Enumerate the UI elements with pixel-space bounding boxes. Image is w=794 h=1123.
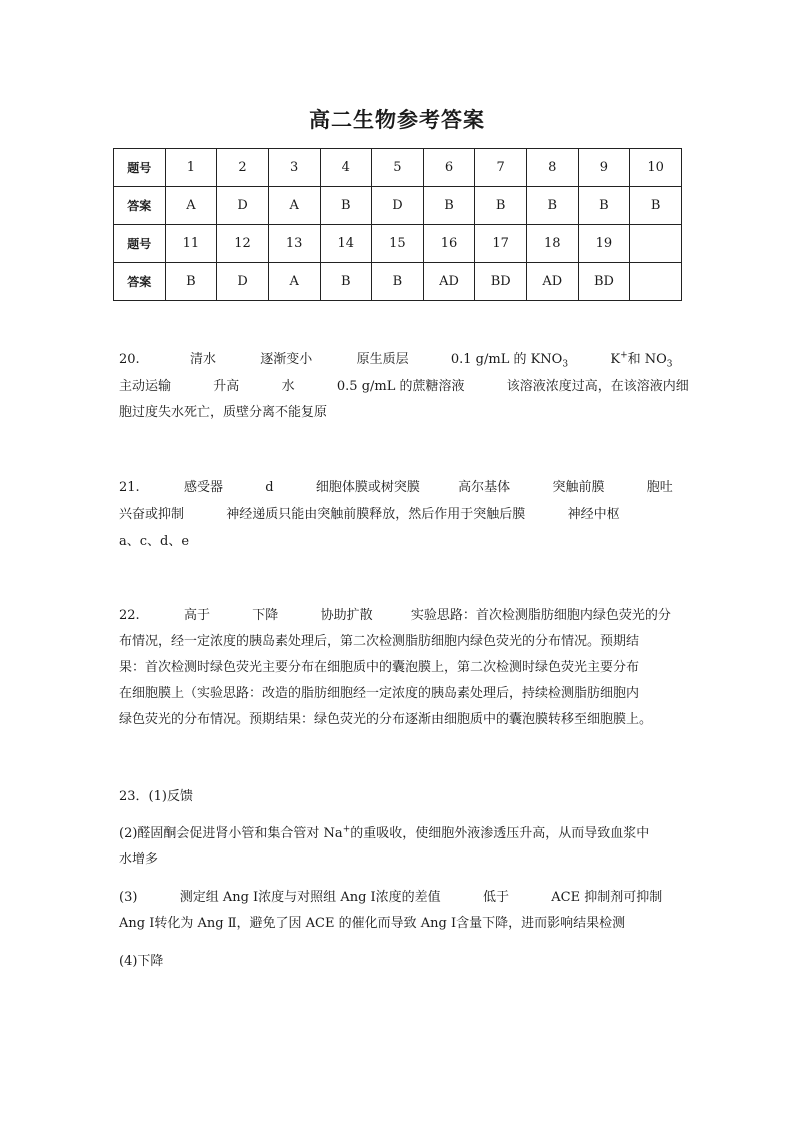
q23-part-3-line-1 bbox=[119, 886, 662, 905]
table-cell: B bbox=[423, 187, 475, 225]
q20-answer-8: 水 bbox=[281, 379, 295, 394]
q20-number: 20. bbox=[119, 352, 140, 367]
table-cell: 8 bbox=[527, 149, 579, 187]
table-cell: 9 bbox=[578, 149, 630, 187]
q23-part-3-answer-1: 测定组 Ang Ⅰ浓度与对照组 Ang Ⅰ浓度的差值 bbox=[179, 890, 441, 905]
q22-answer-1: 高于 bbox=[183, 608, 210, 623]
table-cell: B bbox=[578, 187, 630, 225]
q23-part-3-answer-3: ACE 抑制剂可抑制 bbox=[551, 890, 663, 905]
q21-answer-3: 细胞体膜或树突膜 bbox=[315, 480, 420, 495]
q23-part-4: (4)下降 bbox=[119, 954, 164, 969]
table-cell: 4 bbox=[320, 149, 372, 187]
q22-answer-4: 实验思路：首次检测脂肪细胞内绿色荧光的分 bbox=[410, 608, 671, 623]
table-cell bbox=[630, 263, 682, 301]
q22-line-2: 布情况，经一定浓度的胰岛素处理后，第二次检测脂肪细胞内绿色荧光的分布情况。预期结 bbox=[119, 634, 640, 649]
q21-answer-6: 胞吐 bbox=[646, 480, 673, 495]
q21-answer-7: 兴奋或抑制 bbox=[119, 507, 185, 522]
q21-line-1 bbox=[119, 476, 673, 495]
table-cell: B bbox=[320, 263, 372, 301]
q21-answer-9: 神经中枢 bbox=[567, 507, 620, 522]
table-row-header: 题号 bbox=[114, 149, 166, 187]
table-cell: 5 bbox=[372, 149, 424, 187]
q20-line-1 bbox=[119, 348, 673, 370]
table-cell: 19 bbox=[578, 225, 630, 263]
q21-answer-5: 突触前膜 bbox=[552, 480, 605, 495]
table-cell: 14 bbox=[320, 225, 372, 263]
q20-answer-3: 原生质层 bbox=[356, 352, 409, 367]
q22-answer-3: 协助扩散 bbox=[320, 608, 373, 623]
q21-answer-2: d bbox=[265, 480, 274, 495]
table-cell: 1 bbox=[165, 149, 217, 187]
q22-line-3: 果：首次检测时绿色荧光主要分布在细胞质中的囊泡膜上，第二次检测时绿色荧光主要分布 bbox=[119, 660, 640, 675]
q20-answer-7: 升高 bbox=[213, 379, 240, 394]
table-cell: B bbox=[527, 187, 579, 225]
q22-number: 22. bbox=[119, 608, 140, 623]
q20-answer-2: 逐渐变小 bbox=[260, 352, 313, 367]
q20-answer-10: 该溶液浓度过高，在该溶液内细 bbox=[506, 379, 689, 394]
q20-answer-4: 0.1 g/mL 的 $KNO_3$ bbox=[450, 352, 569, 370]
q21-answer-1: 感受器 bbox=[183, 480, 223, 495]
table-row-header: 题号 bbox=[114, 225, 166, 263]
q22-answer-2: 下降 bbox=[252, 608, 279, 623]
page-title: 高二生物参考答案 bbox=[309, 108, 485, 132]
table-cell: 12 bbox=[217, 225, 269, 263]
table-cell: 6 bbox=[423, 149, 475, 187]
q20-answer-9: 0.5 g/mL 的蔗糖溶液 bbox=[336, 379, 465, 394]
table-cell: B bbox=[320, 187, 372, 225]
q23-part-3-number: (3) bbox=[119, 890, 138, 905]
table-cell: B bbox=[475, 187, 527, 225]
table-cell: B bbox=[165, 263, 217, 301]
table-cell: 11 bbox=[165, 225, 217, 263]
table-row bbox=[114, 149, 682, 187]
table-cell: 13 bbox=[268, 225, 320, 263]
table-cell: D bbox=[217, 187, 269, 225]
answer-table bbox=[113, 148, 682, 301]
q23-part-2-line-2: 水增多 bbox=[119, 852, 159, 867]
table-cell: D bbox=[217, 263, 269, 301]
table-cell: A bbox=[268, 263, 320, 301]
table-cell: BD bbox=[578, 263, 630, 301]
q22-line-1 bbox=[119, 604, 671, 623]
q22-line-5: 绿色荧光的分布情况。预期结果：绿色荧光的分布逐渐由细胞质中的囊泡膜转移至细胞膜上。 bbox=[119, 712, 653, 727]
table-cell bbox=[630, 225, 682, 263]
table-row-header: 答案 bbox=[114, 263, 166, 301]
table-cell: BD bbox=[475, 263, 527, 301]
table-row bbox=[114, 187, 682, 225]
q20-line-2 bbox=[119, 375, 689, 394]
table-cell: B bbox=[372, 263, 424, 301]
q21-answer-8: 神经递质只能由突触前膜释放，然后作用于突触后膜 bbox=[226, 507, 526, 522]
table-cell: 2 bbox=[217, 149, 269, 187]
table-cell: 18 bbox=[527, 225, 579, 263]
table-cell: 3 bbox=[268, 149, 320, 187]
q21-answer-4: 高尔基体 bbox=[458, 480, 511, 495]
q23-part-1: 23．(1)反馈 bbox=[119, 789, 193, 804]
table-cell: 16 bbox=[423, 225, 475, 263]
q21-line-2 bbox=[119, 503, 620, 522]
q20-answer-6: 主动运输 bbox=[119, 379, 172, 394]
table-cell: B bbox=[630, 187, 682, 225]
table-row bbox=[114, 225, 682, 263]
table-cell: A bbox=[165, 187, 217, 225]
table-cell: 17 bbox=[475, 225, 527, 263]
q23-part-3-line-2: Ang Ⅰ转化为 Ang Ⅱ，避免了因 ACE 的催化而导致 Ang Ⅰ含量下降，进而影响结果检测 bbox=[119, 916, 626, 931]
table-cell: AD bbox=[423, 263, 475, 301]
q20-answer-1: 清水 bbox=[189, 352, 216, 367]
q20-answer-5: K+和 $NO_3$ bbox=[610, 350, 673, 370]
q22-line-4: 在细胞膜上（实验思路：改造的脂肪细胞经一定浓度的胰岛素处理后，持续检测脂肪细胞内 bbox=[119, 686, 640, 701]
q20-line-3: 胞过度失水死亡，质壁分离不能复原 bbox=[119, 405, 328, 420]
table-cell: AD bbox=[527, 263, 579, 301]
q21-number: 21. bbox=[119, 480, 140, 495]
q23-part-2-line-1: (2)醛固酮会促进肾小管和集合管对 Na+的重吸收，使细胞外液渗透压升高，从而导致血浆中 bbox=[119, 824, 650, 841]
q23-part-3-answer-2: 低于 bbox=[482, 890, 509, 905]
table-cell: A bbox=[268, 187, 320, 225]
table-row-header: 答案 bbox=[114, 187, 166, 225]
table-row bbox=[114, 263, 682, 301]
table-cell: 10 bbox=[630, 149, 682, 187]
table-cell: 7 bbox=[475, 149, 527, 187]
table-cell: D bbox=[372, 187, 424, 225]
q21-line-3: a、c、d、e bbox=[119, 534, 190, 549]
table-cell: 15 bbox=[372, 225, 424, 263]
